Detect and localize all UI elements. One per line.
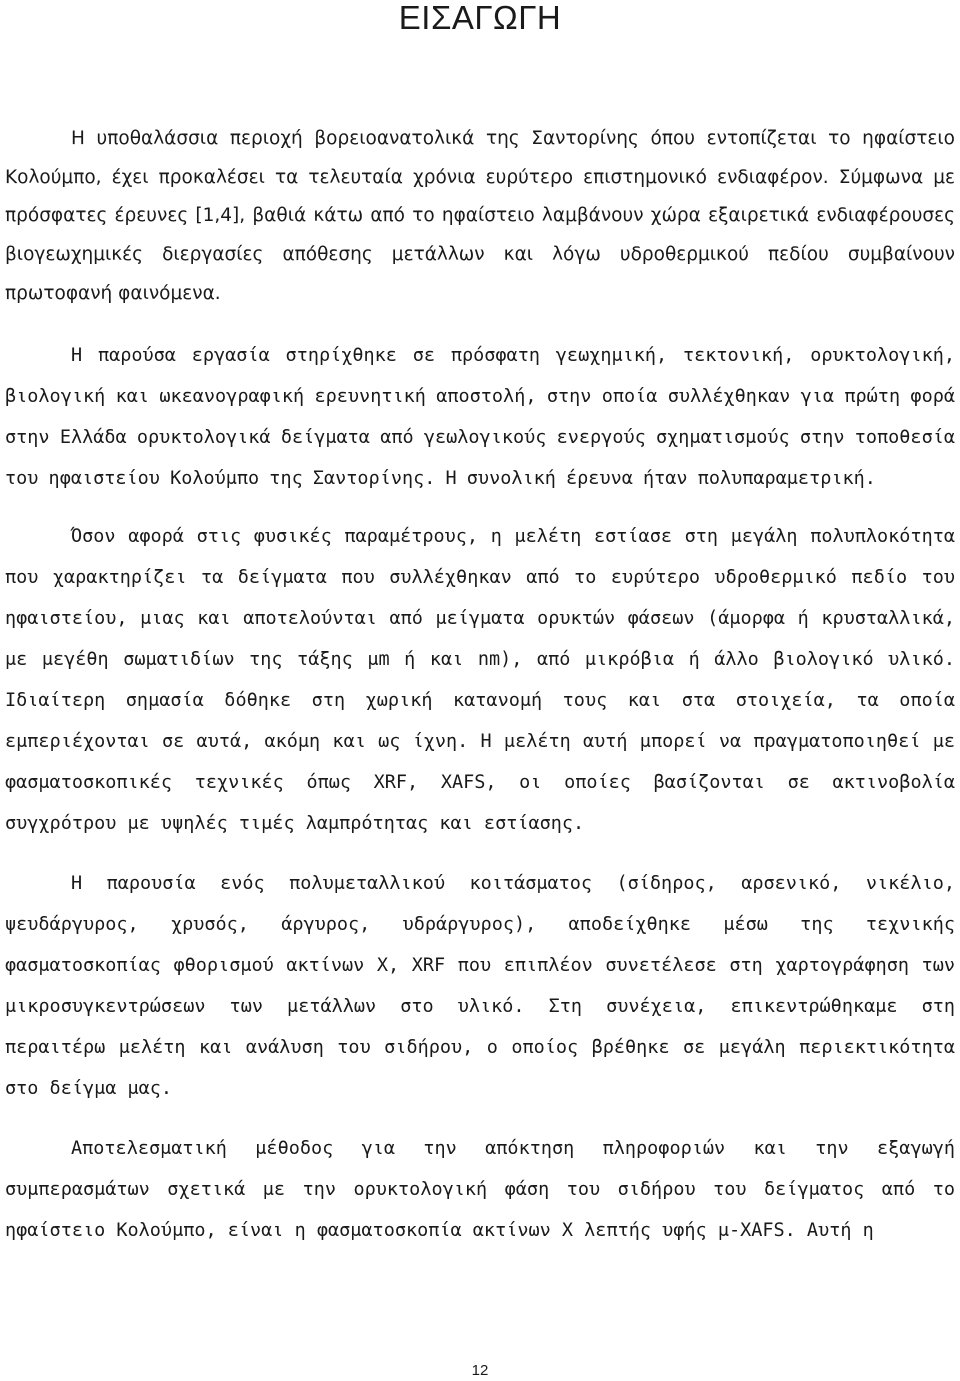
page-title: ΕΙΣΑΓΩΓΗ: [398, 0, 562, 36]
paragraph-3: Όσον αφορά στις φυσικές παραμέτρους, η μελέτη εστίασε στη μεγάλη πολυπλοκότητα που χαρακτηρίζει τα δείγματα που συλλέχθηκαν από το ευρύτερο υδροθερμικό πεδίο του ηφαιστείου, μιας και αποτελούνται από μείγματα ορυκτών φάσεων (άμορφα ή κρυσταλλικά, με μεγέθη σωματιδίων της τάξης μm ή και nm), από μικρόβια ή άλλο βιολογικό υλικό. Ιδιαίτερη σημασία δόθηκε στη χωρική κατανομή τους και στα στοιχεία, τα οποία εμπεριέχονται σε αυτά, ακόμη και ως ίχνη. Η μελέτη αυτή μπορεί να πραγματοποιηθεί με φασματοσκοπικές τεχνικές όπως XRF, XAFS, οι οποίες βασίζονται σε ακτινοβολία συγχρότρου με υψηλές τιμές λαμπρότητας και εστίασης.: [5, 525, 955, 834]
paragraph-1: Η υποθαλάσσια περιοχή βορειοανατολικά της Σαντορίνης όπου εντοπίζεται το ηφαίστειο Κολούμπο, έχει προκαλέσει τα τελευταία χρόνια ευρύτερο επιστημονικό ενδιαφέρον. Σύμφωνα με πρόσφατες έρευνες [1,4], βαθιά κάτω από το ηφαίστειο λαμβάνουν χώρα εξαιρετικά ενδιαφέρουσες βιογεωχημικές διεργασίες απόθεσης μετάλλων και λόγω υδροθερμικού πεδίου συμβαίνουν πρωτοφανή φαινόμενα.: [5, 128, 955, 304]
page-number: 12: [471, 1362, 489, 1379]
paragraph-4: Η παρουσία ενός πολυμεταλλικού κοιτάσματος (σίδηρος, αρσενικό, νικέλιο, ψευδάργυρος, χρυσός, άργυρος, υδράργυρος), αποδείχθηκε μέσω της τεχνικής φασματοσκοπίας φθορισμού ακτίνων Χ, XRF που επιπλέον συνετέλεσε στη χαρτογράφηση των μικροσυγκεντρώσεων των μετάλλων στο υλικό. Στη συνέχεια, επικεντρώθηκαμε στη περαιτέρω μελέτη και ανάλυση του σιδήρου, ο οποίος βρέθηκε σε μεγάλη περιεκτικότητα στο δείγμα μας.: [5, 872, 955, 1099]
paragraph-5: Αποτελεσματική μέθοδος για την απόκτηση πληροφοριών και την εξαγωγή συμπερασμάτων σχετικά με την ορυκτολογική φάση του σιδήρου του δείγματος από το ηφαίστειο Κολούμπο, είναι η φασματοσκοπία ακτίνων Χ λεπτής υφής μ-XAFS. Αυτή η: [5, 1137, 955, 1241]
paragraph-2: Η παρούσα εργασία στηρίχθηκε σε πρόσφατη γεωχημική, τεκτονική, ορυκτολογική, βιολογική και ωκεανογραφική ερευνητική αποστολή, στην οποία συλλέχθηκαν για πρώτη φορά στην Ελλάδα ορυκτολογικά δείγματα από γεωλογικούς ενεργούς σχηματισμούς στην τοποθεσία του ηφαιστείου Κολούμπο της Σαντορίνης. Η συνολική έρευνα ήταν πολυπαραμετρική.: [5, 344, 955, 489]
